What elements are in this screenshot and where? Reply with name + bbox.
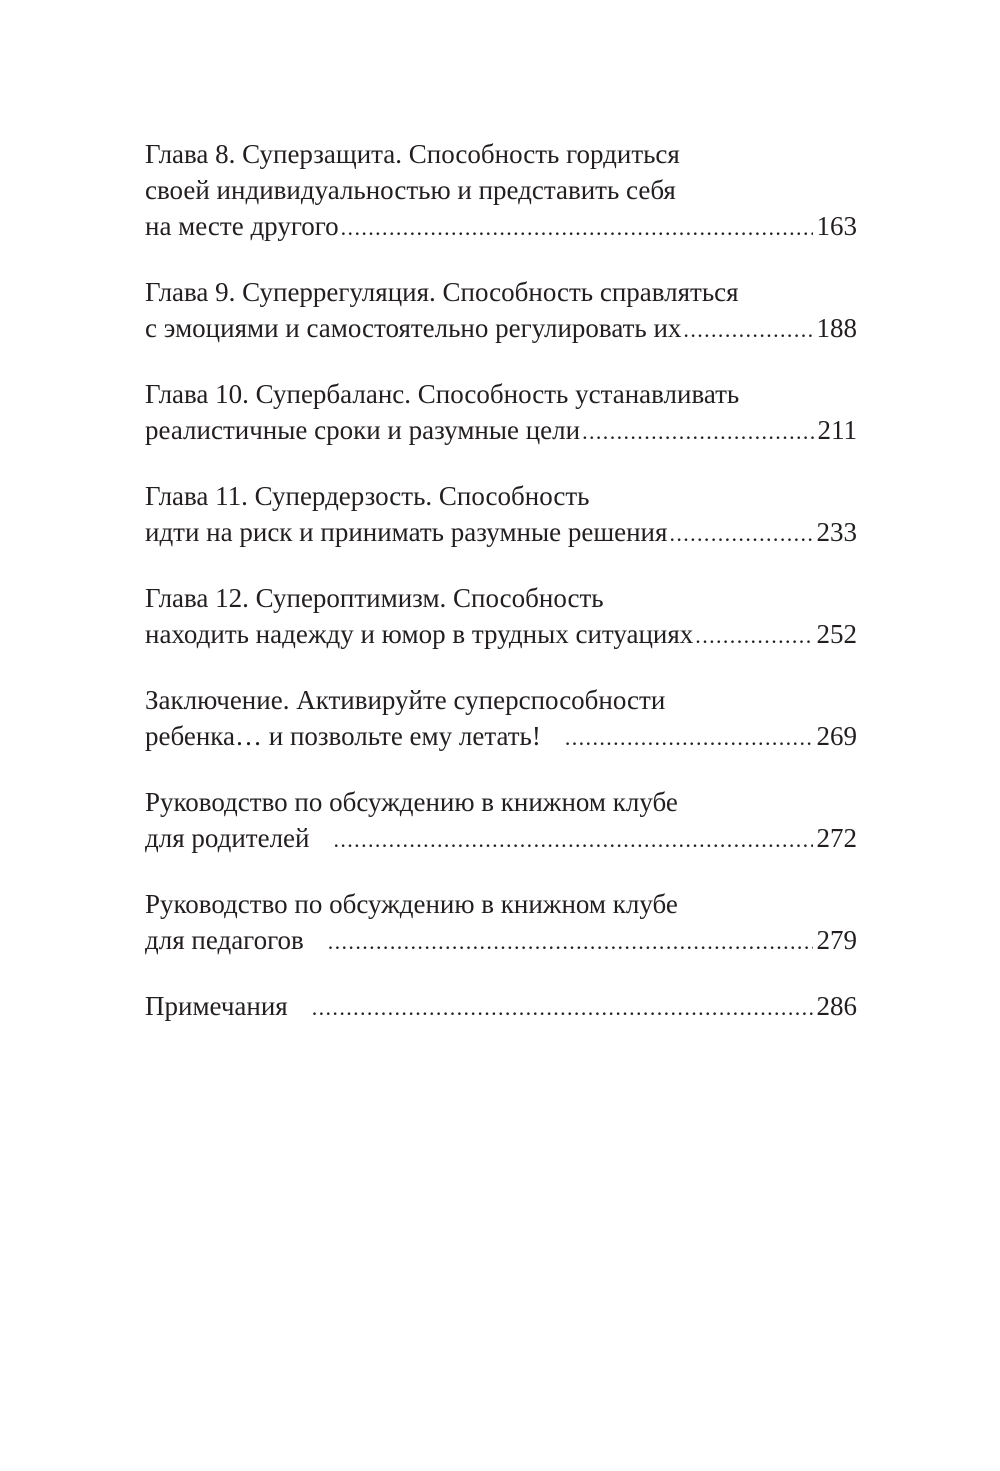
toc-entry-guide-teachers [145,886,857,960]
toc-entry-conclusion [145,682,857,756]
toc-entry-last-line [145,922,857,960]
toc-entry-title-line: Руководство по обсуждению в книжном клубе [145,787,678,817]
toc-entry-last-line [145,616,857,654]
toc-entry-title-line: своей индивидуальностью и представить себя [145,175,676,205]
toc-entry-title-end: идти на риск и принимать разумные решения [145,517,668,547]
toc-entry-title-end: с эмоциями и самостоятельно регулировать их [145,313,682,343]
dot-leader [565,720,813,756]
dot-leader [328,924,813,960]
toc-entry-chapter-12 [145,580,857,654]
toc-entry-title-line: Руководство по обсуждению в книжном клубе [145,889,678,919]
toc-entry-title-line: Глава 11. Супердерзость. Способность [145,481,590,511]
dot-leader [695,618,812,654]
toc-entry-last-line [145,514,857,552]
toc-page-number: 269 [816,721,857,751]
dot-leader [333,822,812,858]
toc-entry-title-end: реалистичные сроки и разумные цели [145,415,581,445]
toc-page-number: 252 [816,619,857,649]
dot-leader [312,990,813,1026]
toc-page-number: 163 [816,211,857,241]
toc-entry-title-end: ребенка… и позвольте ему летать! [145,721,541,751]
toc-entry-title-end: на месте другого [145,211,339,241]
toc-entry-title-end: Примечания [145,991,288,1021]
toc-entry-title-line: Глава 8. Суперзащита. Способность гордиться [145,139,680,169]
toc-entry-chapter-8 [145,136,857,246]
toc-entry-last-line [145,718,857,756]
toc-page-number: 272 [816,823,857,853]
toc-entry-title-line: Глава 12. Супероптимизм. Способность [145,583,604,613]
toc-entry-last-line [145,988,857,1026]
toc-entry-title-line: Глава 10. Супербаланс. Способность устанавливать [145,379,740,409]
toc-entry-chapter-10 [145,376,857,450]
toc-entry-title-line: Заключение. Активируйте суперспособности [145,685,666,715]
toc-entry-last-line [145,412,857,450]
toc-entry-title-line: Глава 9. Суперрегуляция. Способность справляться [145,277,739,307]
toc-entry-last-line [145,208,857,246]
toc-page-number: 279 [816,925,857,955]
toc-entry-title-end: для педагогов [145,925,304,955]
toc-entry-chapter-11 [145,478,857,552]
toc-entry-title-end: для родителей [145,823,310,853]
toc-entry-notes [145,988,857,1026]
toc-entry-last-line [145,820,857,858]
toc-page-number: 286 [816,991,857,1021]
toc-entry-chapter-9 [145,274,857,348]
toc-entry-guide-parents [145,784,857,858]
toc-entry-title-end: находить надежду и юмор в трудных ситуациях [145,619,694,649]
toc-page-number: 233 [816,517,857,547]
toc-page-number: 188 [816,313,857,343]
toc-entry-last-line [145,310,857,348]
dot-leader [669,516,812,552]
dot-leader [582,414,813,450]
table-of-contents [145,136,857,1026]
dot-leader [683,312,812,348]
toc-page-number: 211 [817,415,857,445]
dot-leader [341,210,813,246]
